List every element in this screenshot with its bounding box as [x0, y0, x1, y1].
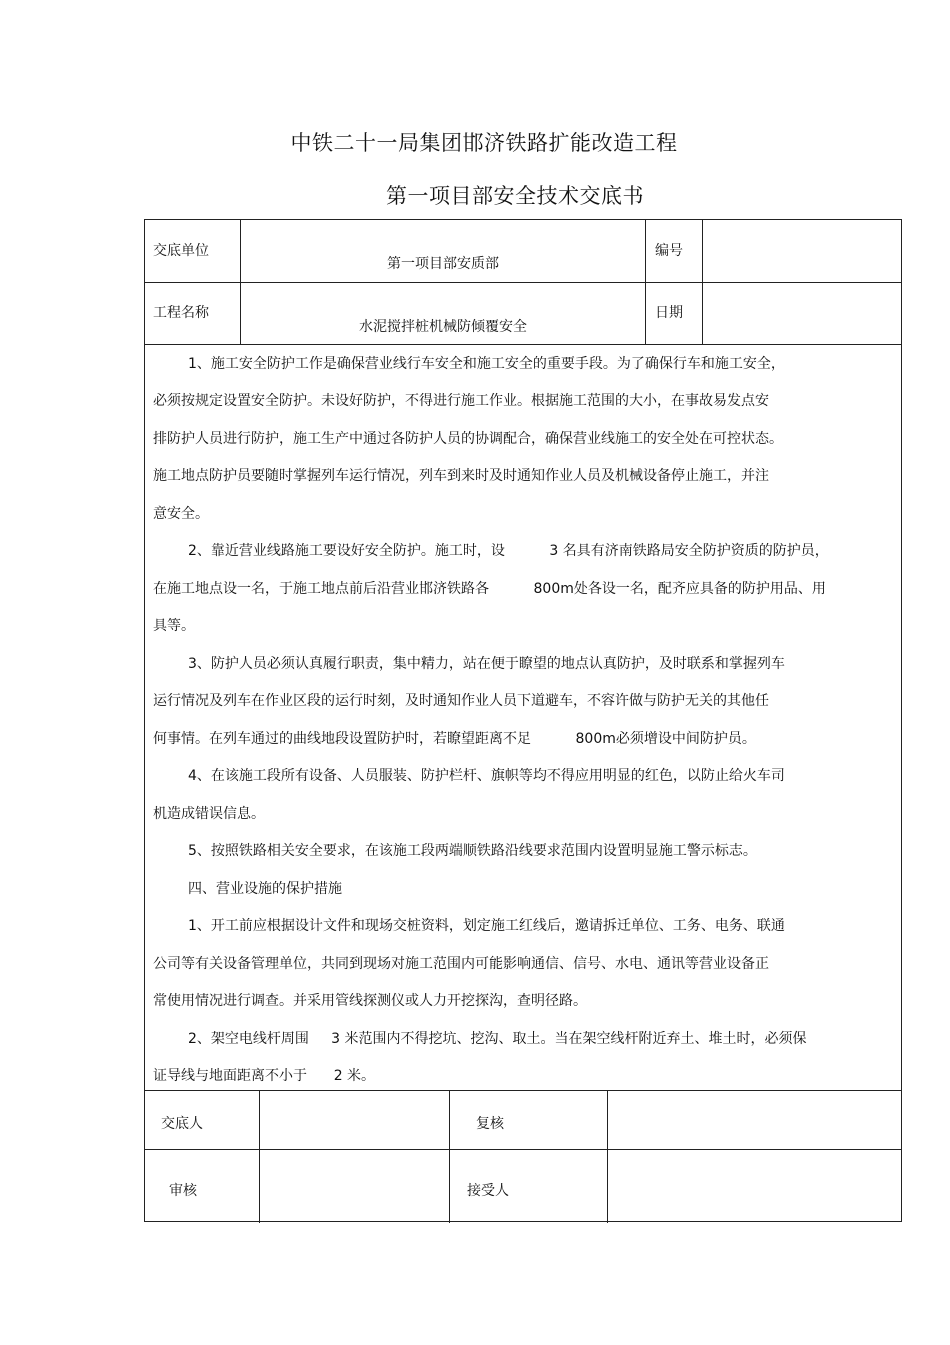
content-line: 1、施工安全防护工作是确保营业线行车安全和施工安全的重要手段。为了确保行车和施工安全， [188, 356, 785, 372]
content-line: 常使用情况进行调查。并采用管线探测仪或人力开挖探沟，查明径路。 [153, 993, 587, 1009]
content-line: 公司等有关设备管理单位，共同到现场对施工范围内可能影响通信、信号、水电、通讯等营业设备正 [153, 956, 769, 972]
date-label: 日期 [655, 305, 683, 321]
content-line: 证导线与地面距离不小于 2 米。 [153, 1068, 376, 1084]
unit-value: 第一项目部安质部 [387, 256, 499, 272]
unit-label: 交底单位 [153, 243, 209, 259]
content-line: 1、开工前应根据设计文件和现场交桩资料，划定施工红线后，邀请拆迁单位、工务、电务、联通 [188, 918, 785, 934]
content-line: 机造成错误信息。 [153, 806, 265, 822]
disclosure-table [144, 219, 902, 1222]
project-value: 水泥搅拌桩机械防倾覆安全 [359, 319, 527, 335]
content-line: 2、架空电线杆周围 3 米范围内不得挖坑、挖沟、取土。当在架空线杆附近弃土、堆土时，必须保 [188, 1031, 807, 1047]
column-divider [702, 220, 703, 344]
audit-label: 审核 [169, 1183, 197, 1199]
number-label: 编号 [655, 243, 683, 259]
content-line: 排防护人员进行防护，施工生产中通过各防护人员的协调配合，确保营业线施工的安全处在可控状态。 [153, 431, 783, 447]
content-line: 施工地点防护员要随时掌握列车运行情况，列车到来时及时通知作业人员及机械设备停止施工，并注 [153, 468, 769, 484]
content-line: 四、营业设施的保护措施 [188, 881, 342, 897]
content-line: 2、靠近营业线路施工要设好安全防护。施工时，设 3 名具有济南铁路局安全防护资质的防护员， [188, 543, 829, 559]
content-line: 运行情况及列车在作业区段的运行时刻，及时通知作业人员下道避车，不容许做与防护无关的其他任 [153, 693, 769, 709]
content-line: 必须按规定设置安全防护。未设好防护，不得进行施工作业。根据施工范围的大小，在事故易发点安 [153, 393, 769, 409]
column-divider [449, 1090, 450, 1223]
column-divider [645, 220, 646, 344]
document-title: 中铁二十一局集团邯济铁路扩能改造工程 [290, 131, 678, 155]
row-divider [145, 344, 901, 345]
document-subtitle: 第一项目部安全技术交底书 [386, 184, 644, 208]
review-label: 复核 [476, 1116, 504, 1132]
project-label: 工程名称 [153, 305, 209, 321]
giver-label: 交底人 [161, 1116, 203, 1132]
column-divider [607, 1090, 608, 1223]
row-divider [145, 282, 901, 283]
content-line: 4、在该施工段所有设备、人员服装、防护栏杆、旗帜等均不得应用明显的红色，以防止给火车司 [188, 768, 785, 784]
content-line: 具等。 [153, 618, 195, 634]
content-line: 在施工地点设一名，于施工地点前后沿营业邯济铁路各 800m处各设一名，配齐应具备的防护用品、用 [153, 581, 826, 597]
column-divider [259, 1090, 260, 1223]
content-line: 意安全。 [153, 506, 209, 522]
content-line: 何事情。在列车通过的曲线地段设置防护时，若瞭望距离不足 800m必须增设中间防护员。 [153, 731, 756, 747]
content-line: 3、防护人员必须认真履行职责，集中精力，站在便于瞭望的地点认真防护，及时联系和掌握列车 [188, 656, 785, 672]
receiver-label: 接受人 [467, 1183, 509, 1199]
content-line: 5、按照铁路相关安全要求，在该施工段两端顺铁路沿线要求范围内设置明显施工警示标志。 [188, 843, 757, 859]
